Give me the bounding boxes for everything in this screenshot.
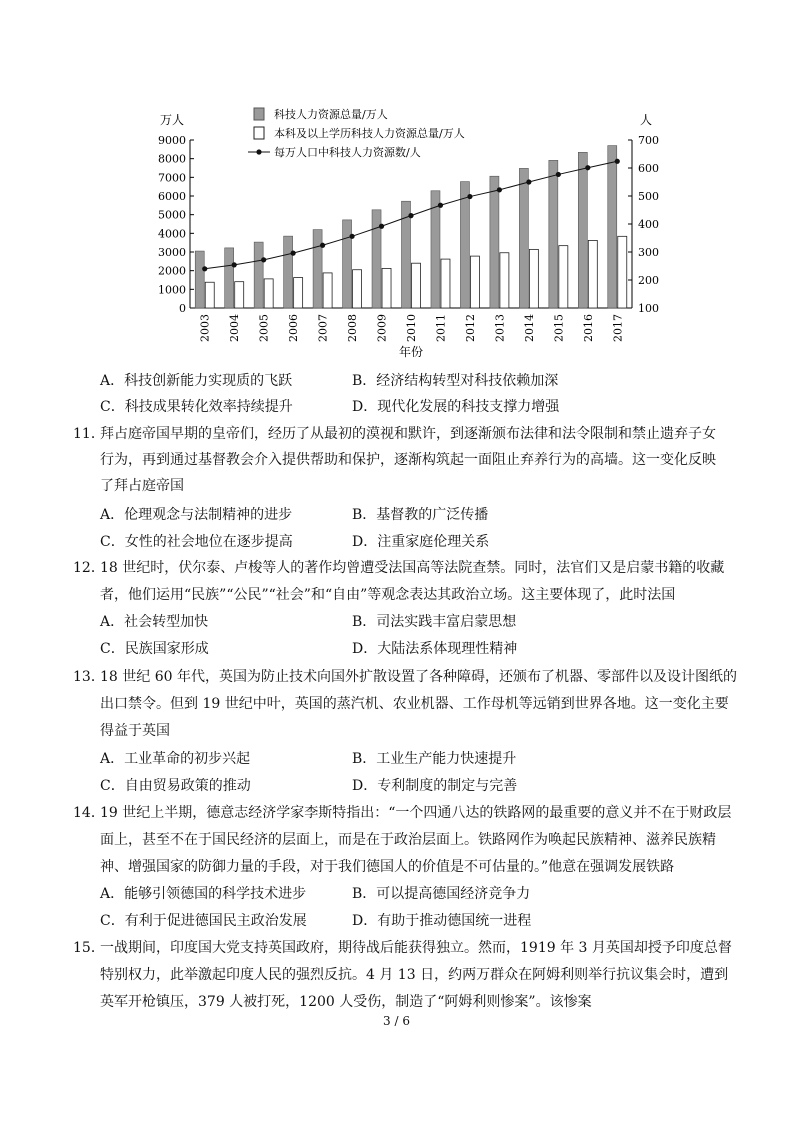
q12-option-d: D．大陆法系体现理性精神 [352, 641, 518, 657]
q11-line-3: 了拜占庭帝国 [100, 478, 184, 494]
per-10k-point [556, 172, 561, 177]
legend-label-per-10k: 每万人口中科技人力资源数/人 [274, 146, 421, 159]
legend-swatch-total [254, 108, 264, 120]
per-10k-point [261, 257, 266, 262]
legend-swatch-bachelor [254, 127, 264, 139]
bar-bachelor [235, 282, 244, 308]
x-tick-label: 2011 [434, 314, 448, 342]
q15-line-2: 特别权力，此举激起印度人民的强烈反抗。4 月 13 日，约两万群众在阿姆利则举行抗议集会时，遭到 [100, 967, 729, 983]
right-tick-label: 700 [638, 134, 659, 147]
bar-total [195, 251, 204, 308]
x-tick-label: 2003 [198, 314, 212, 342]
q11-option-b: B．基督教的广泛传播 [352, 507, 489, 523]
per-10k-point [320, 243, 325, 248]
q14-line-2: 面上，甚至不在于国民经济的层面上，而是在于政治层面上。铁路网作为唤起民族精神、滋养民族精 [100, 832, 716, 848]
right-tick-label: 300 [638, 246, 659, 259]
q11-option-a: A．伦理观念与法制精神的进步 [100, 507, 293, 523]
left-tick-label: 3000 [158, 246, 186, 259]
q10-option-c: C．科技成果转化效率持续提升 [100, 399, 293, 415]
q14-option-a: A．能够引领德国的科学技术进步 [100, 886, 307, 902]
q15-line-1: 一战期间，印度国大党支持英国政府，期待战后能获得独立。然而，1919 年 3 月英国却授予印度总督 [100, 940, 732, 956]
legend-label-bachelor: 本科及以上学历科技人力资源总量/万人 [274, 127, 465, 140]
per-10k-point [585, 165, 590, 170]
q12-line-1: 18 世纪时，伏尔泰、卢梭等人的著作均曾遭受法国高等法院查禁。同时，法官们又是启蒙书籍的收藏 [100, 560, 725, 576]
bar-bachelor [323, 273, 332, 308]
bar-bachelor [588, 240, 597, 308]
right-tick-label: 400 [638, 218, 659, 231]
left-tick-label: 7000 [158, 171, 186, 185]
q13-line-3: 得益于英国 [100, 723, 170, 739]
per-10k-point [202, 266, 207, 271]
q11-option-c: C．女性的社会地位在逐步提高 [100, 534, 293, 550]
right-tick-label: 100 [638, 302, 659, 315]
q14-line-1: 19 世纪上半期，德意志经济学家李斯特指出：“一个四通八达的铁路网的最重要的意义并不在于财政层 [100, 805, 732, 821]
bar-bachelor [264, 279, 273, 308]
per-10k-point [526, 179, 531, 184]
bar-total [519, 168, 528, 308]
q12-option-c: C．民族国家形成 [100, 641, 209, 657]
q13-option-c: C．自由贸易政策的推动 [100, 778, 251, 794]
bar-total [490, 176, 499, 308]
right-axis-unit: 人 [640, 113, 653, 127]
left-tick-label: 1000 [158, 283, 186, 297]
right-tick-label: 600 [638, 162, 659, 175]
per-10k-point [291, 251, 296, 256]
bar-bachelor [500, 253, 509, 308]
left-tick-label: 6000 [158, 190, 186, 203]
q14-option-b: B．可以提高德国经济竞争力 [352, 886, 531, 902]
x-tick-label: 2004 [228, 314, 242, 342]
q11-line-2: 行为，再到通过基督教会介入提供帮助和保护，逐渐构筑起一面阻止弃养行为的高墙。这一变化反映 [100, 452, 716, 468]
x-tick-label: 2017 [611, 314, 625, 342]
bar-bachelor [441, 259, 450, 308]
legend-label-total: 科技人力资源总量/万人 [274, 108, 388, 121]
right-tick-label: 500 [638, 190, 659, 203]
x-tick-label: 2015 [552, 314, 566, 342]
bar-bachelor [205, 282, 214, 308]
bar-total [608, 146, 617, 308]
bar-bachelor [412, 263, 421, 308]
q15-number: 15． [73, 940, 105, 956]
legend-marker-per-10k [256, 149, 261, 154]
q13-line-2: 出口禁令。但到 19 世纪中叶，英国的蒸汽机、农业机器、工作母机等远销到世界各地。这一变化主要 [100, 696, 729, 712]
bar-bachelor [470, 256, 479, 308]
chart [150, 100, 659, 362]
bar-total [225, 248, 234, 308]
bar-total [284, 236, 293, 308]
x-tick-label: 2008 [346, 314, 360, 342]
q10-option-b: B．经济结构转型对科技依赖加深 [352, 373, 559, 389]
bar-bachelor [529, 249, 538, 308]
q14-option-d: D．有助于推动德国统一进程 [352, 913, 532, 929]
q10-option-a: A．科技创新能力实现质的飞跃 [100, 373, 293, 389]
x-tick-label: 2012 [463, 314, 477, 342]
right-tick-label: 200 [638, 274, 659, 287]
bar-total [578, 152, 587, 308]
bar-total [313, 230, 322, 308]
q13-option-d: D．专利制度的制定与完善 [352, 778, 518, 794]
x-axis-title: 年份 [398, 345, 424, 359]
q13-option-a: A．工业革命的初步兴起 [100, 751, 251, 767]
left-tick-label: 9000 [158, 134, 186, 147]
per-10k-point [438, 203, 443, 208]
q13-line-1: 18 世纪 60 年代，英国为防止技术向国外扩散设置了各种障碍，还颁布了机器、零部件以及设计图纸的 [100, 669, 737, 685]
left-tick-label: 5000 [158, 208, 186, 222]
q11-number: 11． [73, 426, 105, 442]
q12-option-a: A．社会转型加快 [100, 614, 209, 630]
per-10k-point [232, 262, 237, 267]
q14-option-c: C．有利于促进德国民主政治发展 [100, 913, 307, 929]
per-10k-point [349, 234, 354, 239]
bar-bachelor [559, 246, 568, 308]
q15-line-3: 英军开枪镇压，379 人被打死，1200 人受伤，制造了“阿姆利则惨案”。该惨案 [100, 994, 592, 1010]
per-10k-point [467, 194, 472, 199]
left-tick-label: 2000 [158, 264, 186, 278]
bar-total [343, 220, 352, 308]
q12-line-2: 者，他们运用“民族”“公民”“社会”和“自由”等观念表达其政治立场。这主要体现了，此时法国 [100, 587, 676, 603]
q12-option-b: B．司法实践丰富启蒙思想 [352, 614, 517, 630]
q11-line-1: 拜占庭帝国早期的皇帝们，经历了从最初的漠视和默许，到逐渐颁布法律和法令限制和禁止遗弃子女 [100, 426, 716, 442]
x-tick-label: 2014 [522, 314, 536, 342]
page-number: 3 / 6 [383, 1014, 410, 1028]
bar-total [549, 160, 558, 308]
x-tick-label: 2005 [257, 314, 271, 342]
q12-number: 12． [73, 560, 105, 576]
left-axis-unit: 万人 [160, 113, 185, 127]
q14-line-3: 神、增强国家的防御力量的手段，对于我们德国人的价值是不可估量的。”他意在强调发展铁路 [100, 859, 675, 875]
bar-bachelor [353, 270, 362, 308]
left-tick-label: 4000 [158, 227, 186, 241]
bar-total [460, 182, 469, 308]
q10-option-d: D．现代化发展的科技支撑力增强 [352, 399, 560, 415]
x-tick-label: 2010 [405, 314, 418, 342]
x-tick-label: 2013 [493, 314, 507, 342]
q11-option-d: D．注重家庭伦理关系 [352, 534, 490, 550]
x-tick-label: 2009 [375, 314, 389, 342]
bar-bachelor [294, 278, 303, 308]
x-tick-label: 2006 [287, 314, 301, 342]
bar-bachelor [618, 236, 627, 308]
bar-total [254, 242, 263, 308]
bar-bachelor [382, 268, 391, 308]
left-tick-label: 0 [179, 302, 186, 315]
per-10k-point [408, 213, 413, 218]
x-tick-label: 2016 [581, 314, 595, 342]
q13-number: 13． [73, 669, 105, 685]
q14-number: 14． [73, 805, 105, 821]
per-10k-point [615, 159, 620, 164]
per-10k-point [497, 187, 502, 192]
x-tick-label: 2007 [316, 314, 330, 342]
q13-option-b: B．工业生产能力快速提升 [352, 751, 517, 767]
left-tick-label: 8000 [158, 152, 186, 166]
per-10k-point [379, 224, 384, 229]
